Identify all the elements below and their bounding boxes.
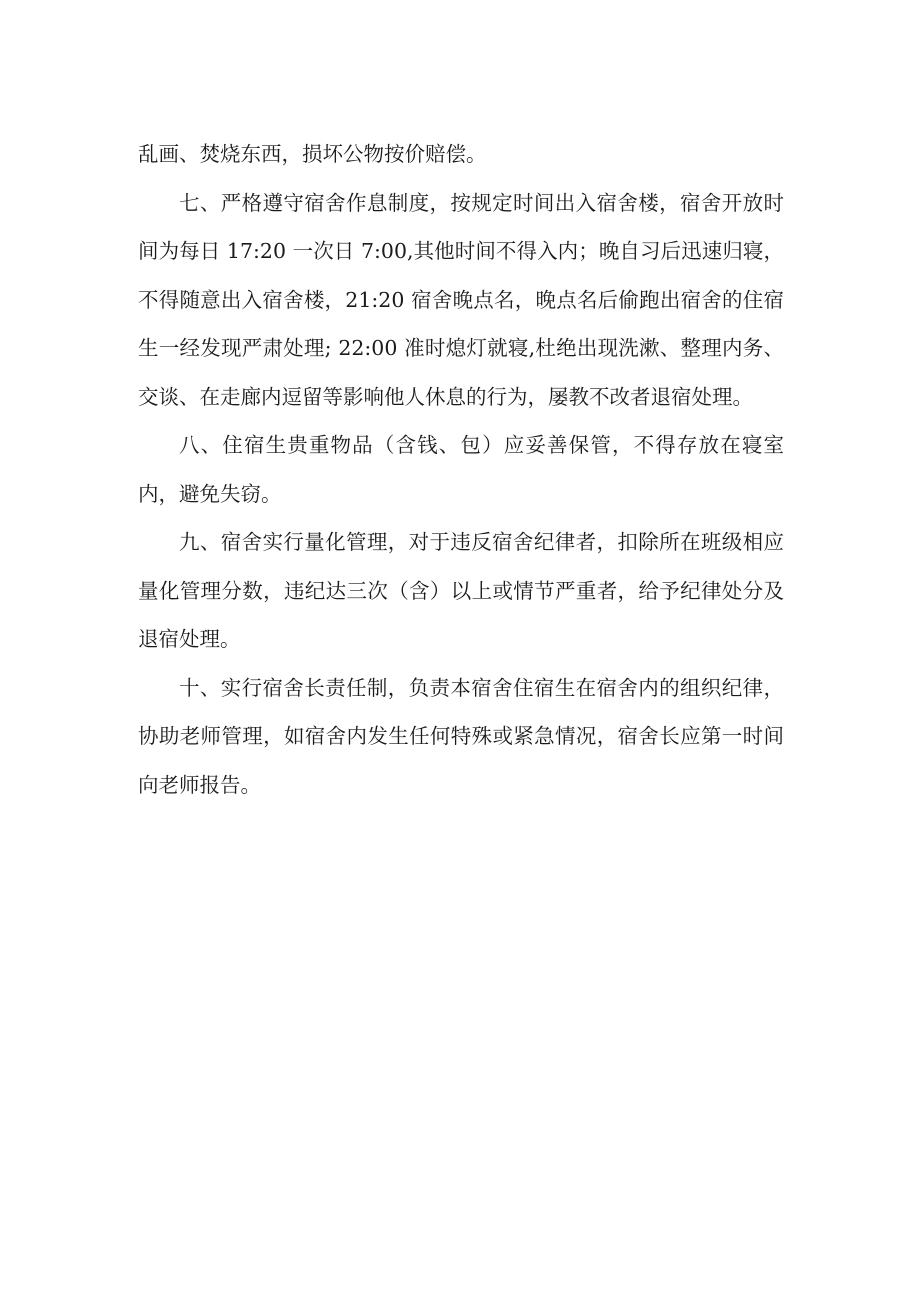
paragraph-rule-10: 十、实行宿舍长责任制，负责本宿舍住宿生在宿舍内的组织纪律，协助老师管理，如宿舍内发生任何特殊或紧急情况，宿舍长应第一时间向老师报告。 [138,675,784,797]
paragraph-continuation: 乱画、焚烧东西，损坏公物按价赔偿。 [138,142,487,166]
paragraph-rule-7: 七、严格遵守宿舍作息制度，按规定时间出入宿舍楼，宿舍开放时间为每日 17:20 一次日 7:00,其他时间不得入内；晚自习后迅速归寝，不得随意出入宿舍楼，21:20 宿舍晚点名，晚点名后偷跑出宿舍的住宿生一经发现严肃处理; 22:00 准时熄灯就寝,杜绝出现洗漱、整理内务、交谈、在走廊内逗留等影响他人休息的行为，屡教不改者退宿处理。 [138,190,784,409]
paragraph-rule-9: 九、宿舍实行量化管理，对于违反宿舍纪律者，扣除所在班级相应量化管理分数，违纪达三次（含）以上或情节严重者，给予纪律处分及退宿处理。 [138,530,784,651]
document-body [138,130,784,809]
paragraph-rule-8: 八、住宿生贵重物品（含钱、包）应妥善保管，不得存放在寝室内，避免失窃。 [138,433,784,506]
